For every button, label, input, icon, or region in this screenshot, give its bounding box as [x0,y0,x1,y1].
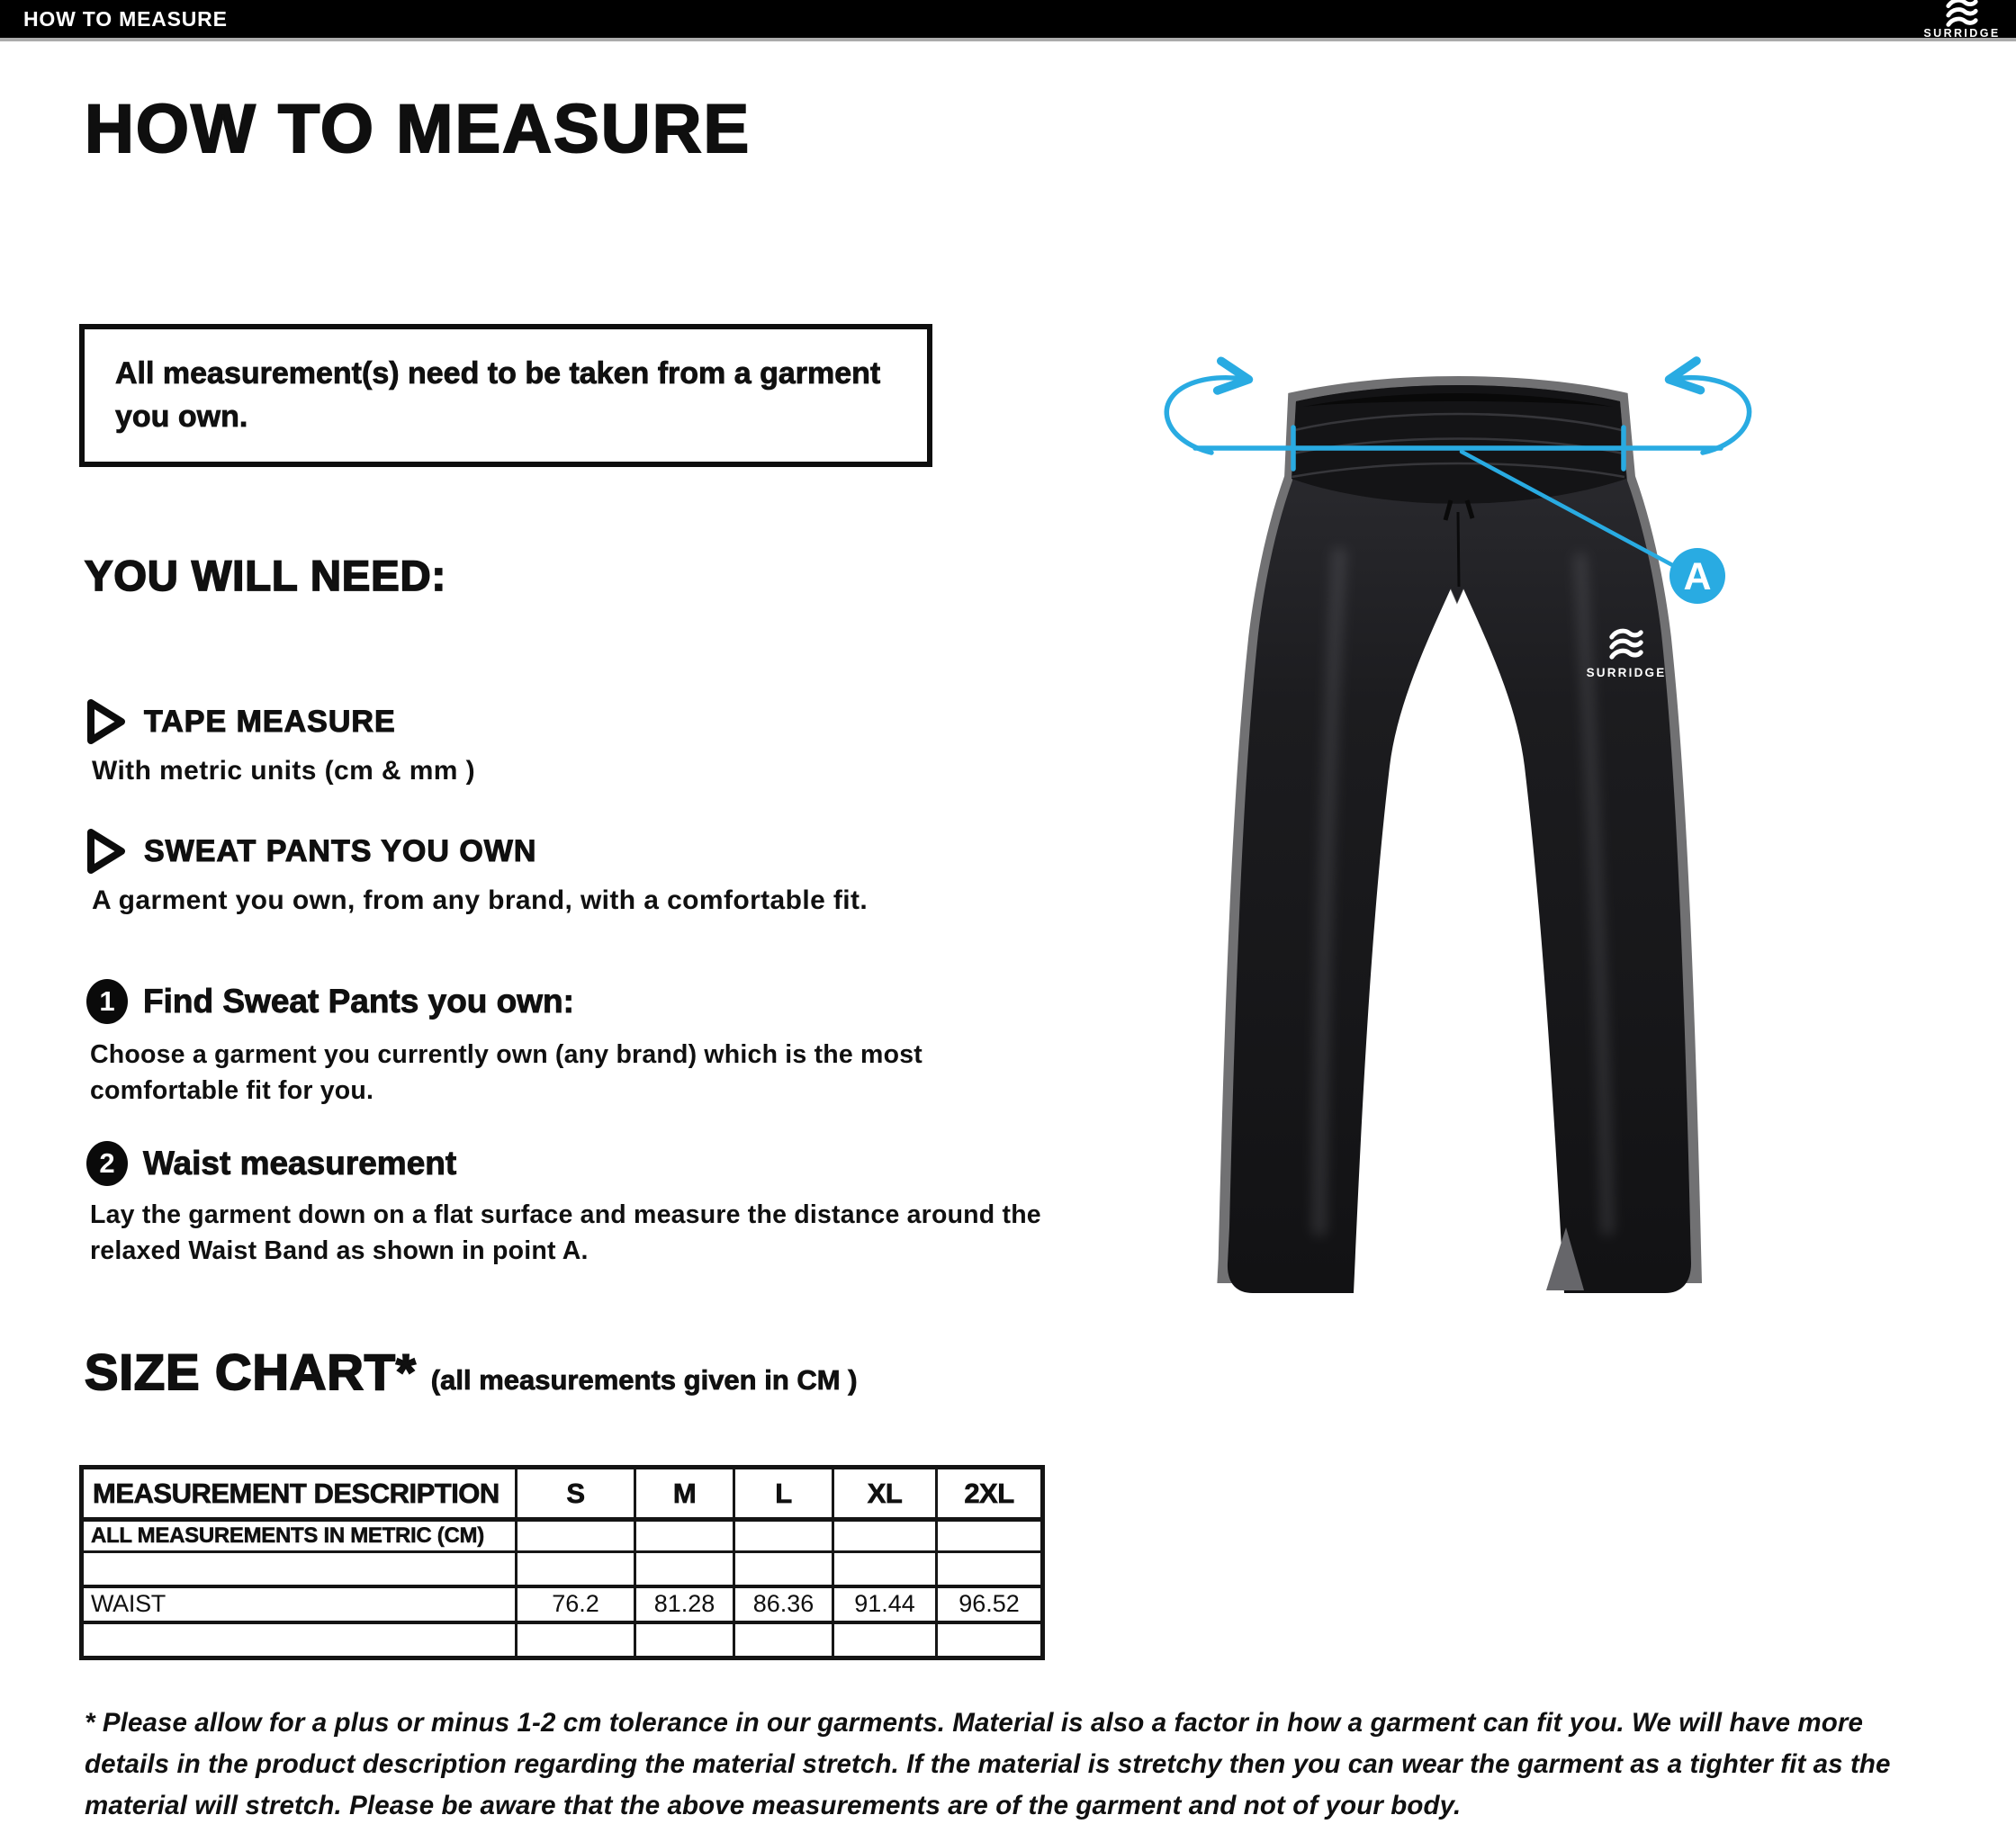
size-value-cell-l: 86.36 [734,1586,833,1622]
measurement-label-cell: WAIST [82,1586,517,1622]
spacer-row [82,1552,1043,1586]
empty-cell [517,1520,635,1552]
notice-box [79,324,932,467]
need-item-tape-measure [86,698,396,745]
s-mark-icon [1948,0,1976,24]
tolerance-footnote: * Please allow for a plus or minus 1-2 cm tolerance in our garments. Material is also a factor in how a garment can fit you. We will have more details in the product description regarding the material stretch. If the material is stretchy then you can wear the garment as a tighter fit as the material will stretch. Please be aware that the above measurements are of the garment and not of your body. [85,1708,1891,1821]
column-header-s: S [517,1468,635,1520]
column-header-description: MEASUREMENT DESCRIPTION [82,1468,517,1520]
waist-measurement-row [82,1586,1043,1622]
need-item-label: TAPE MEASURE [144,704,396,739]
point-a-badge [1670,548,1725,604]
empty-cell [635,1520,734,1552]
pants-figure [1159,365,1771,1319]
empty-cell [833,1520,937,1552]
size-value-cell-2xl: 96.52 [937,1586,1043,1622]
top-bar-title: HOW TO MEASURE [23,6,228,31]
column-header-xl: XL [833,1468,937,1520]
top-bar [0,0,2016,41]
empty-cell [937,1552,1043,1586]
metric-note-row [82,1520,1043,1552]
size-value-cell-s: 76.2 [517,1586,635,1622]
size-chart-heading: SIZE CHART* [85,1343,417,1400]
triangle-bullet-icon [86,828,126,875]
surridge-logo [1919,0,2005,39]
column-header-2xl: 2XL [937,1468,1043,1520]
size-value-cell-m: 81.28 [635,1586,734,1622]
need-item-description: With metric units (cm & mm ) [92,756,475,786]
you-will-need-heading: YOU WILL NEED: [85,552,447,599]
empty-cell [833,1552,937,1586]
step-2 [86,1141,456,1186]
surridge-logo-graphic [1919,0,2005,39]
empty-cell [517,1622,635,1658]
step-description: Lay the garment down on a flat surface and measure the distance around the relaxed Waist Band as shown in point A. [90,1200,1041,1266]
pants-illustration [1159,365,1771,1319]
size-chart-table [79,1465,1045,1660]
need-item-label: SWEAT PANTS YOU OWN [144,833,537,868]
need-item-sweat-pants [86,828,536,875]
empty-cell [734,1552,833,1586]
empty-cell [734,1622,833,1658]
empty-cell [517,1552,635,1586]
pants-brand-text: SURRIDGE [1586,666,1667,679]
empty-cell [937,1622,1043,1658]
step-description: Choose a garment you currently own (any brand) which is the most comfortable fit for you. [90,1040,922,1106]
metric-note-cell: ALL MEASUREMENTS IN METRIC (CM) [82,1520,517,1552]
step-1 [86,979,574,1024]
notice-text: All measurement(s) need to be taken from a garment you own. [115,356,881,434]
empty-cell [635,1622,734,1658]
triangle-bullet-icon [86,698,126,745]
point-a-label: A [1683,555,1712,598]
need-item-description: A garment you own, from any brand, with a comfortable fit. [92,885,868,915]
empty-cell [82,1622,517,1658]
column-header-l: L [734,1468,833,1520]
table-header-row [82,1468,1043,1520]
sweat-pants [1228,385,1691,1293]
empty-cell [833,1622,937,1658]
step-title: Find Sweat Pants you own: [143,983,574,1020]
empty-cell [635,1552,734,1586]
size-chart-subheading: (all measurements given in CM ) [430,1364,858,1396]
empty-cell [937,1520,1043,1552]
waist-arrow-right [1674,378,1750,453]
step-number-badge: 1 [86,979,128,1024]
spacer-row [82,1622,1043,1658]
step-number-badge: 2 [86,1141,128,1186]
surridge-brand-text: SURRIDGE [1923,27,2001,39]
waist-arrow-left [1166,378,1244,453]
empty-cell [734,1520,833,1552]
empty-cell [82,1552,517,1586]
step-title: Waist measurement [143,1145,457,1182]
size-value-cell-xl: 91.44 [833,1586,937,1622]
page-title: HOW TO MEASURE [85,91,752,167]
size-chart-header [85,1343,858,1401]
column-header-m: M [635,1468,734,1520]
